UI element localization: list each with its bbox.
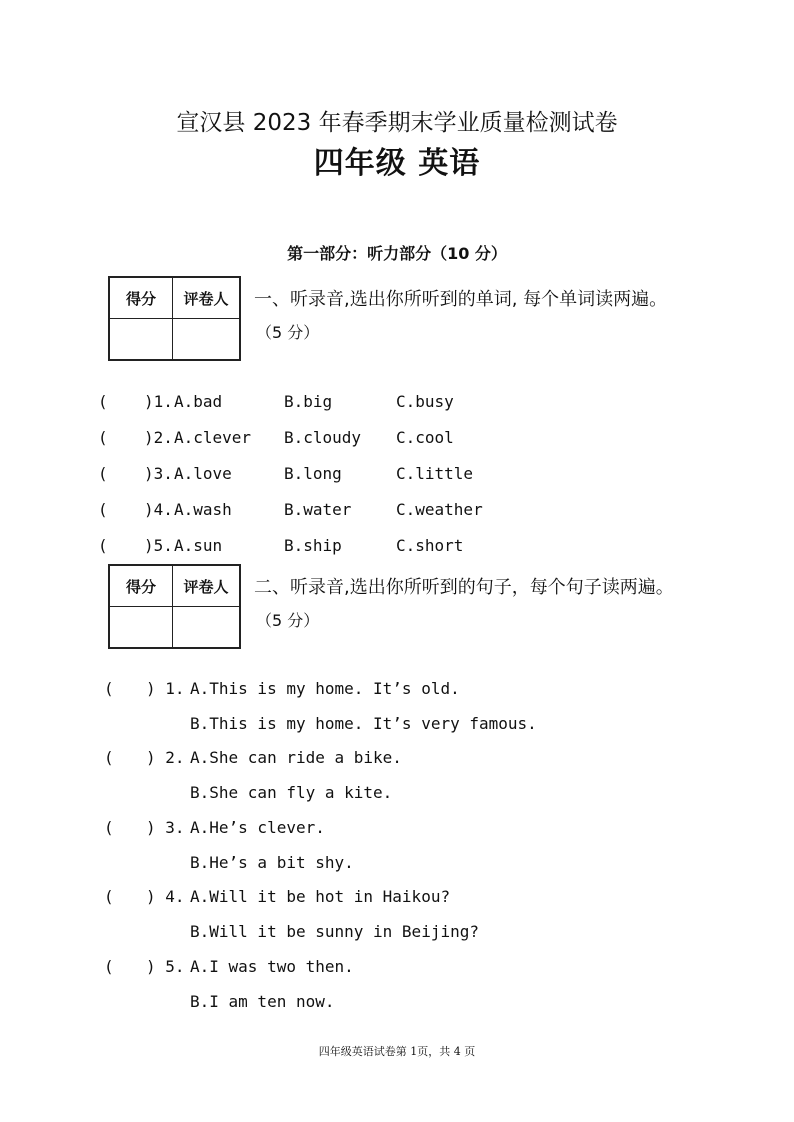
answer-blank[interactable]: ( bbox=[98, 392, 108, 411]
item-number: )5. bbox=[144, 536, 173, 555]
item-number: )2. bbox=[144, 428, 173, 447]
answer-blank[interactable]: ( bbox=[98, 500, 108, 519]
option-c: C.little bbox=[396, 464, 474, 483]
subject-title: 四年级 英语 bbox=[313, 146, 481, 181]
option-a: A.sun bbox=[174, 536, 223, 555]
score-cell[interactable] bbox=[109, 319, 173, 361]
option-b: B.long bbox=[284, 464, 342, 483]
section-2-points: （5 分） bbox=[256, 611, 320, 630]
option-c: C.short bbox=[396, 536, 464, 555]
answer-blank[interactable]: ( bbox=[104, 957, 114, 976]
option-b: B.big bbox=[284, 392, 333, 411]
section-1-points: （5 分） bbox=[256, 323, 320, 342]
item-number: ) 1. bbox=[146, 679, 185, 698]
answer-blank[interactable]: ( bbox=[98, 536, 108, 555]
grader-cell[interactable] bbox=[173, 607, 241, 649]
part-one-title: 第一部分：听力部分（10 分） bbox=[287, 244, 507, 263]
grader-label: 评卷人 bbox=[173, 277, 241, 319]
answer-blank[interactable]: ( bbox=[104, 748, 114, 767]
score-box-section-1 bbox=[108, 276, 241, 361]
option-a: A.She can ride a bike. bbox=[190, 748, 402, 767]
score-label: 得分 bbox=[109, 565, 173, 607]
answer-blank[interactable]: ( bbox=[104, 679, 114, 698]
answer-blank[interactable]: ( bbox=[104, 818, 114, 837]
option-b: B.He’s a bit shy. bbox=[190, 853, 354, 872]
option-a: A.He’s clever. bbox=[190, 818, 325, 837]
option-b: B.She can fly a kite. bbox=[190, 783, 393, 802]
option-b: B.water bbox=[284, 500, 352, 519]
grader-cell[interactable] bbox=[173, 319, 241, 361]
answer-blank[interactable]: ( bbox=[98, 464, 108, 483]
option-b: B.Will it be sunny in Beijing? bbox=[190, 922, 479, 941]
option-b: B.I am ten now. bbox=[190, 992, 335, 1011]
section-2-heading: 二、听录音,选出你所听到的句子，每个句子读两遍。 bbox=[254, 577, 674, 598]
option-c: C.weather bbox=[396, 500, 483, 519]
score-label: 得分 bbox=[109, 277, 173, 319]
option-a: A.bad bbox=[174, 392, 223, 411]
option-a: A.wash bbox=[174, 500, 232, 519]
answer-blank[interactable]: ( bbox=[104, 887, 114, 906]
item-number: )3. bbox=[144, 464, 173, 483]
option-a: A.I was two then. bbox=[190, 957, 354, 976]
score-cell[interactable] bbox=[109, 607, 173, 649]
option-b: B.ship bbox=[284, 536, 342, 555]
item-number: ) 3. bbox=[146, 818, 185, 837]
page-footer: 四年级英语试卷第 1页，共 4 页 bbox=[318, 1045, 476, 1058]
item-number: ) 4. bbox=[146, 887, 185, 906]
option-a: A.love bbox=[174, 464, 232, 483]
item-number: )4. bbox=[144, 500, 173, 519]
option-b: B.cloudy bbox=[284, 428, 362, 447]
option-b: B.This is my home. It’s very famous. bbox=[190, 714, 537, 733]
score-box-section-2 bbox=[108, 564, 241, 649]
option-a: A.clever bbox=[174, 428, 252, 447]
option-c: C.cool bbox=[396, 428, 454, 447]
item-number: ) 5. bbox=[146, 957, 185, 976]
grader-label: 评卷人 bbox=[173, 565, 241, 607]
exam-title: 宣汉县 2023 年春季期末学业质量检测试卷 bbox=[176, 110, 618, 136]
section-1-heading: 一、听录音,选出你所听到的单词, 每个单词读两遍。 bbox=[254, 289, 668, 310]
item-number: ) 2. bbox=[146, 748, 185, 767]
answer-blank[interactable]: ( bbox=[98, 428, 108, 447]
option-a: A.Will it be hot in Haikou? bbox=[190, 887, 451, 906]
option-a: A.This is my home. It’s old. bbox=[190, 679, 460, 698]
item-number: )1. bbox=[144, 392, 173, 411]
option-c: C.busy bbox=[396, 392, 454, 411]
